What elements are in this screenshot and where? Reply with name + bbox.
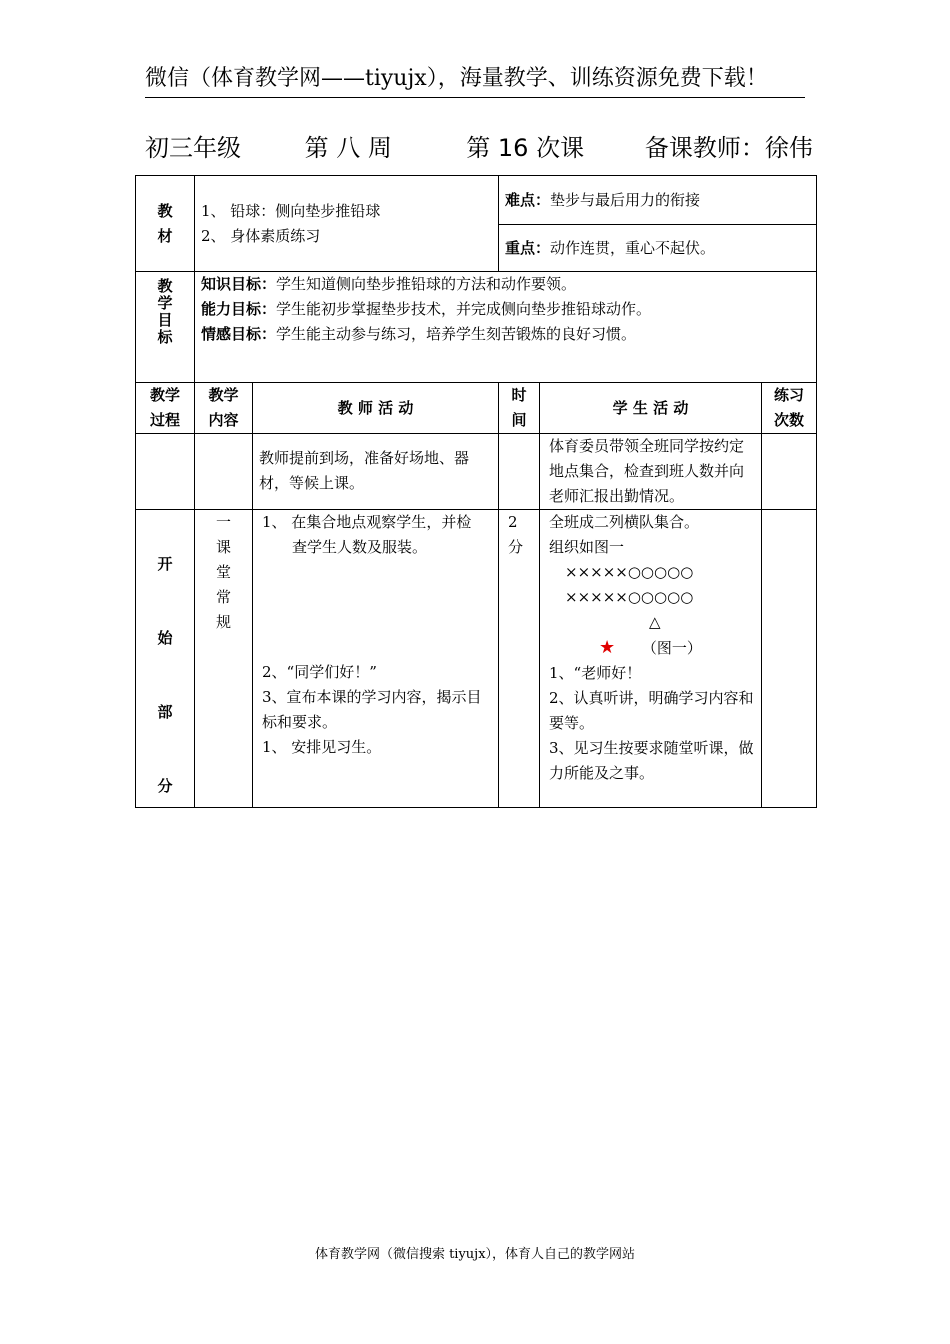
student-step: 全班成二列横队集合。 xyxy=(549,513,700,531)
student-step: 组织如图一 xyxy=(549,538,625,556)
section-char: 分 xyxy=(157,777,173,795)
knowledge-goal-label: 知识目标： xyxy=(201,275,277,293)
lesson-number-label: 第 16 次课 xyxy=(466,134,585,162)
col-header-text: 练习 xyxy=(773,386,804,404)
material-label-char: 材 xyxy=(157,226,173,245)
figure-caption-row xyxy=(549,635,755,661)
section-char: 开 xyxy=(157,555,173,573)
content-char: 一 xyxy=(215,513,231,531)
col-header-text: 次数 xyxy=(773,411,804,429)
student-step: 3、见习生按要求随堂听课，做力所能及之事。 xyxy=(549,739,754,782)
teacher-step: 1、 在集合地点观察学生，并检 xyxy=(262,513,472,531)
teacher-step: 2、“同学们好！” xyxy=(262,663,377,681)
emotion-goal-label: 情感目标： xyxy=(201,325,277,343)
start-content-cell xyxy=(195,510,253,808)
material-label-char: 教 xyxy=(157,201,173,220)
star-icon: ★ xyxy=(599,637,616,658)
page-footer: 体育教学网（微信搜索 tiyujx），体育人自己的教学网站 xyxy=(314,1247,636,1262)
col-header-time xyxy=(499,383,540,434)
teacher-position-icon: △ xyxy=(649,613,661,631)
col-header-process xyxy=(136,383,195,434)
col-header-text: 过程 xyxy=(149,411,180,429)
material-label xyxy=(136,176,195,272)
col-header-teacher: 教 师 活 动 xyxy=(253,383,499,434)
student-step: 2、认真听讲，明确学习内容和要等。 xyxy=(549,689,754,732)
knowledge-goal xyxy=(201,272,810,297)
lesson-plan-table xyxy=(135,175,817,808)
goals-label-char: 标 xyxy=(157,328,173,346)
prep-student-activity: 体育委员带领全班同学按约定地点集合，检查到班人数并向老师汇报出勤情况。 xyxy=(540,434,762,510)
prep-practice-cell xyxy=(762,434,817,510)
formation-figure xyxy=(549,560,755,661)
student-step: 1、“老师好！ xyxy=(549,664,642,682)
col-header-text: 间 xyxy=(511,411,527,429)
start-teacher-activity xyxy=(253,510,499,808)
grade-label: 初三年级 xyxy=(145,134,241,162)
difficulty-text: 垫步与最后用力的衔接 xyxy=(550,190,701,209)
teacher-step-cont: 查学生人数及服装。 xyxy=(292,538,428,556)
col-header-practice xyxy=(762,383,817,434)
time-value: 2 xyxy=(508,513,518,531)
goals-label xyxy=(136,272,195,383)
ability-goal-text: 学生能初步掌握垫步技术，并完成侧向垫步推铅球动作。 xyxy=(276,300,652,318)
figure-caption: （图一） xyxy=(641,639,702,657)
start-time-cell xyxy=(499,510,540,808)
formation-row-1: ×××××○○○○○ xyxy=(565,563,694,581)
col-header-text: 教学 xyxy=(208,386,239,404)
ability-goal xyxy=(201,297,810,322)
time-unit: 分 xyxy=(508,538,524,556)
emotion-goal xyxy=(201,322,810,347)
key-point-label: 重点： xyxy=(505,238,551,257)
knowledge-goal-text: 学生知道侧向垫步推铅球的方法和动作要领。 xyxy=(276,275,577,293)
col-header-text: 教学 xyxy=(149,386,180,404)
material-item: 1、 铅球：侧向垫步推铅球 xyxy=(201,201,381,220)
content-char: 课 xyxy=(215,538,231,556)
page-header: 微信（体育教学网——tiyujx），海量教学、训练资源免费下载！ xyxy=(145,62,805,98)
emotion-goal-text: 学生能主动参与练习，培养学生刻苦锻炼的良好习惯。 xyxy=(276,325,637,343)
teacher-label: 备课教师：徐伟 xyxy=(644,134,813,162)
goals-label-char: 教 xyxy=(157,277,173,295)
start-practice-cell xyxy=(762,510,817,808)
teacher-step: 3、宣布本课的学习内容，揭示目标和要求。 xyxy=(262,688,482,731)
ability-goal-label: 能力目标： xyxy=(201,300,277,318)
col-header-student: 学 生 活 动 xyxy=(540,383,762,434)
lesson-title xyxy=(145,130,813,166)
formation-row-2: ×××××○○○○○ xyxy=(565,588,694,606)
section-char: 始 xyxy=(157,629,173,647)
start-student-activity xyxy=(540,510,762,808)
goals-label-char: 学 xyxy=(157,294,173,312)
col-header-content xyxy=(195,383,253,434)
prep-process-cell xyxy=(136,434,195,510)
content-char: 常 xyxy=(215,588,231,606)
key-point-text: 动作连贯，重心不起伏。 xyxy=(550,238,716,257)
goals-content xyxy=(195,272,817,383)
content-char: 堂 xyxy=(215,563,231,581)
goals-label-char: 目 xyxy=(157,311,173,329)
material-items xyxy=(195,176,499,272)
material-item: 2、 身体素质练习 xyxy=(201,226,321,245)
week-label: 第 八 周 xyxy=(304,134,392,162)
col-header-text: 内容 xyxy=(208,411,239,429)
difficulty-label: 难点： xyxy=(505,190,551,209)
col-header-text: 时 xyxy=(511,386,527,404)
prep-teacher-activity: 教师提前到场，准备好场地、器材，等候上课。 xyxy=(253,434,499,510)
difficulty-cell xyxy=(499,176,817,225)
key-point-cell xyxy=(499,225,817,272)
prep-time-cell xyxy=(499,434,540,510)
prep-content-cell xyxy=(195,434,253,510)
teacher-step: 1、 安排见习生。 xyxy=(262,738,382,756)
start-section-label xyxy=(136,510,195,808)
section-char: 部 xyxy=(157,703,173,721)
content-char: 规 xyxy=(215,613,231,631)
